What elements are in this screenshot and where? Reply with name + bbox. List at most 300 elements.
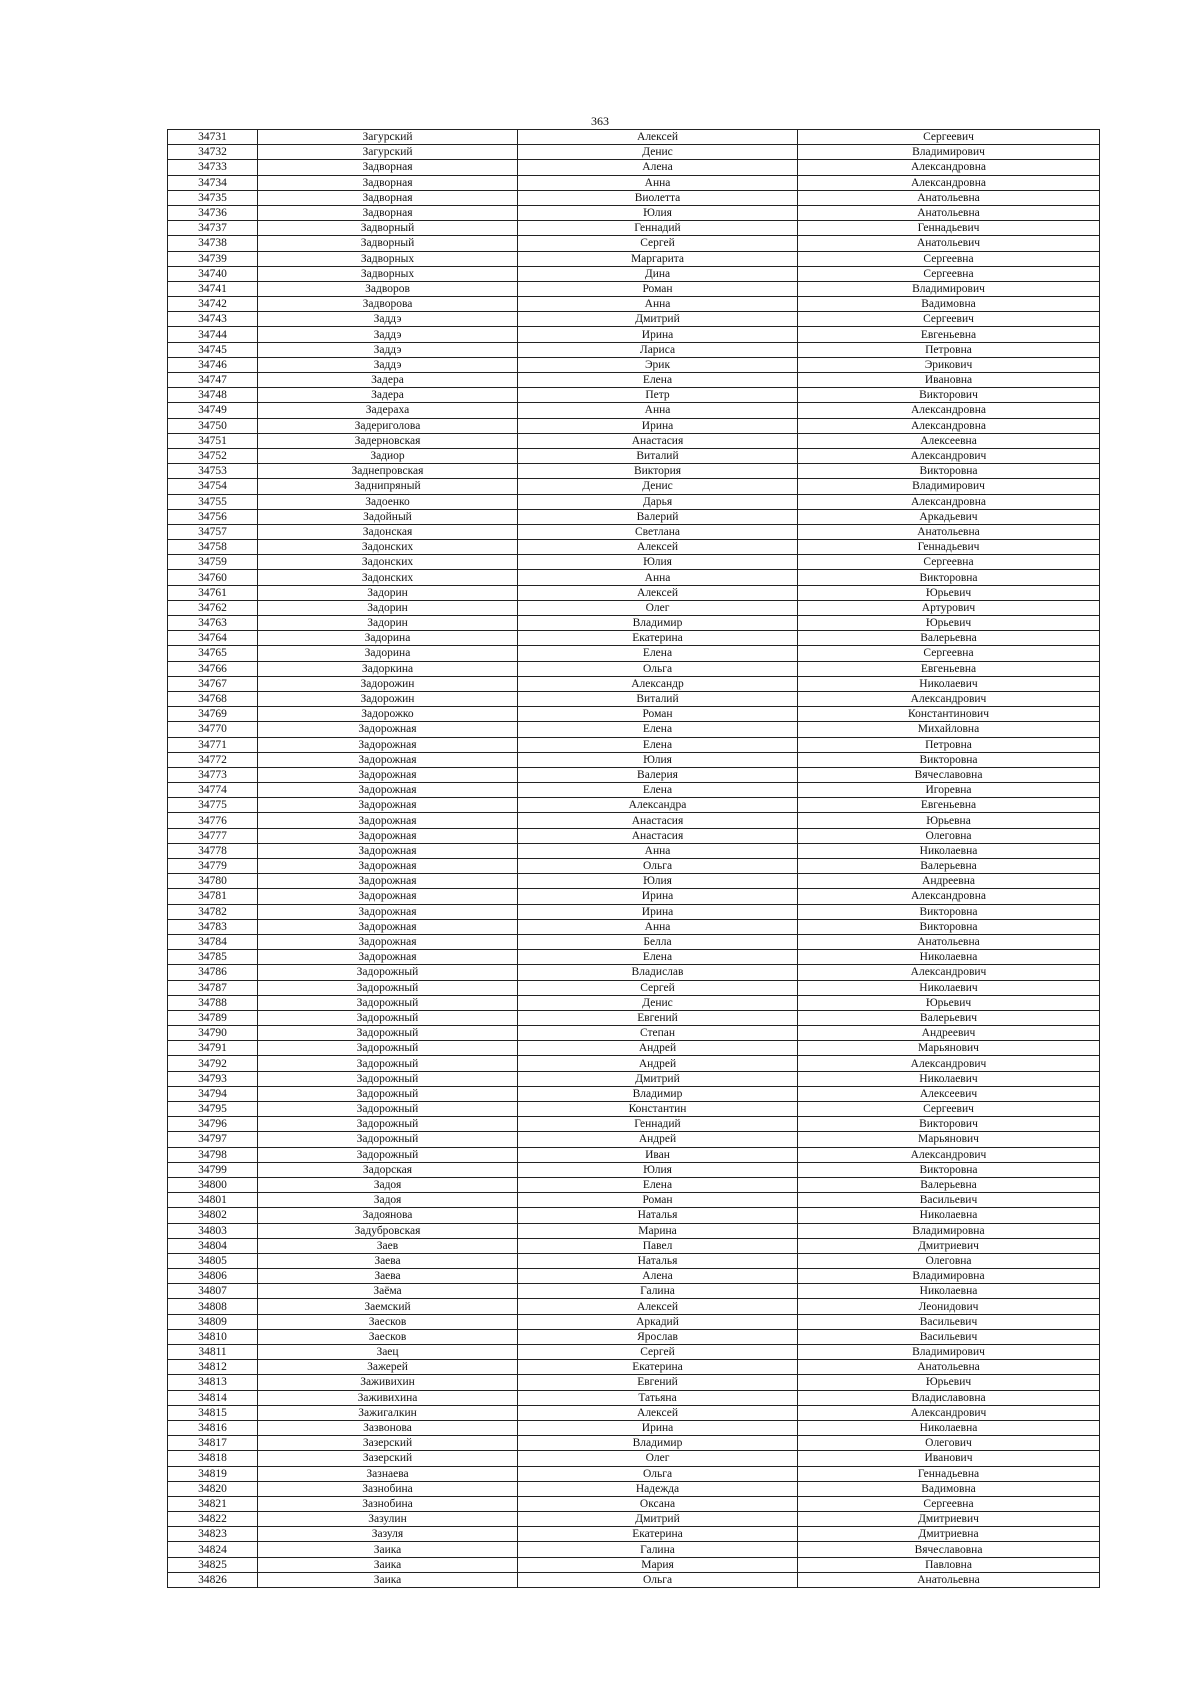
table-row: [168, 1360, 1100, 1375]
table-row: [168, 1451, 1100, 1466]
last-name-cell: Задорожная: [258, 889, 518, 904]
first-name-cell: Роман: [518, 281, 798, 296]
last-name-cell: Задера: [258, 388, 518, 403]
row-number-cell: 34788: [168, 995, 258, 1010]
table-row: [168, 828, 1100, 843]
table-row: [168, 1512, 1100, 1527]
table-row: [168, 1026, 1100, 1041]
table-row: [168, 691, 1100, 706]
patronymic-cell: Анатольевич: [798, 236, 1100, 251]
patronymic-cell: Петровна: [798, 737, 1100, 752]
row-number-cell: 34775: [168, 798, 258, 813]
table-row: [168, 1390, 1100, 1405]
last-name-cell: Задонских: [258, 555, 518, 570]
last-name-cell: Задорожин: [258, 691, 518, 706]
row-number-cell: 34799: [168, 1162, 258, 1177]
table-row: [168, 205, 1100, 220]
last-name-cell: Задорожная: [258, 950, 518, 965]
row-number-cell: 34753: [168, 464, 258, 479]
first-name-cell: Дмитрий: [518, 1512, 798, 1527]
table-row: [168, 160, 1100, 175]
first-name-cell: Дмитрий: [518, 1071, 798, 1086]
row-number-cell: 34754: [168, 479, 258, 494]
last-name-cell: Задворных: [258, 251, 518, 266]
row-number-cell: 34771: [168, 737, 258, 752]
row-number-cell: 34781: [168, 889, 258, 904]
table-row: [168, 479, 1100, 494]
row-number-cell: 34806: [168, 1269, 258, 1284]
row-number-cell: 34759: [168, 555, 258, 570]
first-name-cell: Анна: [518, 175, 798, 190]
last-name-cell: Заика: [258, 1557, 518, 1572]
row-number-cell: 34803: [168, 1223, 258, 1238]
first-name-cell: Алексей: [518, 585, 798, 600]
patronymic-cell: Николаевна: [798, 1208, 1100, 1223]
last-name-cell: Задорожный: [258, 1041, 518, 1056]
last-name-cell: Заднипряный: [258, 479, 518, 494]
row-number-cell: 34732: [168, 145, 258, 160]
first-name-cell: Наталья: [518, 1253, 798, 1268]
table-row: [168, 1466, 1100, 1481]
table-row: [168, 433, 1100, 448]
table-row: [168, 752, 1100, 767]
first-name-cell: Виталий: [518, 691, 798, 706]
row-number-cell: 34745: [168, 342, 258, 357]
table-row: [168, 1496, 1100, 1511]
first-name-cell: Виктория: [518, 464, 798, 479]
last-name-cell: Заживихина: [258, 1390, 518, 1405]
first-name-cell: Алена: [518, 1269, 798, 1284]
last-name-cell: Зазерский: [258, 1451, 518, 1466]
last-name-cell: Задворная: [258, 205, 518, 220]
table-row: [168, 843, 1100, 858]
last-name-cell: Заддэ: [258, 357, 518, 372]
last-name-cell: Задорожная: [258, 904, 518, 919]
first-name-cell: Денис: [518, 145, 798, 160]
first-name-cell: Анна: [518, 843, 798, 858]
last-name-cell: Задорожный: [258, 1086, 518, 1101]
last-name-cell: Задорина: [258, 646, 518, 661]
patronymic-cell: Алексеевна: [798, 433, 1100, 448]
row-number-cell: 34817: [168, 1436, 258, 1451]
patronymic-cell: Вадимовна: [798, 1481, 1100, 1496]
patronymic-cell: Александрович: [798, 1056, 1100, 1071]
first-name-cell: Ирина: [518, 904, 798, 919]
patronymic-cell: Евгеньевна: [798, 661, 1100, 676]
row-number-cell: 34822: [168, 1512, 258, 1527]
first-name-cell: Дарья: [518, 494, 798, 509]
first-name-cell: Елена: [518, 783, 798, 798]
patronymic-cell: Леонидович: [798, 1299, 1100, 1314]
patronymic-cell: Владимировна: [798, 1223, 1100, 1238]
first-name-cell: Владимир: [518, 616, 798, 631]
last-name-cell: Задерновская: [258, 433, 518, 448]
row-number-cell: 34818: [168, 1451, 258, 1466]
row-number-cell: 34746: [168, 357, 258, 372]
last-name-cell: Заесков: [258, 1314, 518, 1329]
row-number-cell: 34744: [168, 327, 258, 342]
table-row: [168, 1572, 1100, 1587]
patronymic-cell: Александровна: [798, 403, 1100, 418]
table-row: [168, 631, 1100, 646]
table-row: [168, 1557, 1100, 1572]
last-name-cell: Задиор: [258, 448, 518, 463]
table-row: [168, 616, 1100, 631]
patronymic-cell: Юрьевна: [798, 813, 1100, 828]
first-name-cell: Геннадий: [518, 221, 798, 236]
patronymic-cell: Олегович: [798, 1436, 1100, 1451]
table-row: [168, 373, 1100, 388]
table-row: [168, 1102, 1100, 1117]
table-row: [168, 1056, 1100, 1071]
first-name-cell: Петр: [518, 388, 798, 403]
row-number-cell: 34786: [168, 965, 258, 980]
patronymic-cell: Викторовна: [798, 570, 1100, 585]
first-name-cell: Елена: [518, 722, 798, 737]
patronymic-cell: Геннадьевна: [798, 1466, 1100, 1481]
first-name-cell: Сергей: [518, 980, 798, 995]
patronymic-cell: Александрович: [798, 1147, 1100, 1162]
patronymic-cell: Дмитриевич: [798, 1238, 1100, 1253]
last-name-cell: Задорожная: [258, 783, 518, 798]
row-number-cell: 34778: [168, 843, 258, 858]
last-name-cell: Задорожный: [258, 1056, 518, 1071]
patronymic-cell: Вячеславовна: [798, 767, 1100, 782]
first-name-cell: Аркадий: [518, 1314, 798, 1329]
first-name-cell: Алексей: [518, 540, 798, 555]
row-number-cell: 34784: [168, 934, 258, 949]
table-row: [168, 130, 1100, 145]
last-name-cell: Задворная: [258, 190, 518, 205]
row-number-cell: 34819: [168, 1466, 258, 1481]
table-row: [168, 874, 1100, 889]
patronymic-cell: Александрович: [798, 965, 1100, 980]
first-name-cell: Ирина: [518, 327, 798, 342]
row-number-cell: 34814: [168, 1390, 258, 1405]
row-number-cell: 34824: [168, 1542, 258, 1557]
patronymic-cell: Валерьевна: [798, 1177, 1100, 1192]
table-row: [168, 281, 1100, 296]
row-number-cell: 34787: [168, 980, 258, 995]
table-row: [168, 418, 1100, 433]
table-row: [168, 1193, 1100, 1208]
table-row: [168, 1117, 1100, 1132]
first-name-cell: Роман: [518, 1193, 798, 1208]
row-number-cell: 34797: [168, 1132, 258, 1147]
table-row: [168, 1269, 1100, 1284]
first-name-cell: Алексей: [518, 1405, 798, 1420]
table-row: [168, 266, 1100, 281]
patronymic-cell: Сергеевич: [798, 312, 1100, 327]
row-number-cell: 34761: [168, 585, 258, 600]
patronymic-cell: Владимирович: [798, 281, 1100, 296]
last-name-cell: Заддэ: [258, 312, 518, 327]
patronymic-cell: Александровна: [798, 418, 1100, 433]
first-name-cell: Наталья: [518, 1208, 798, 1223]
patronymic-cell: Николаевич: [798, 1071, 1100, 1086]
roster-body: [168, 130, 1100, 1588]
first-name-cell: Павел: [518, 1238, 798, 1253]
row-number-cell: 34785: [168, 950, 258, 965]
row-number-cell: 34823: [168, 1527, 258, 1542]
first-name-cell: Ирина: [518, 1420, 798, 1435]
first-name-cell: Елена: [518, 950, 798, 965]
row-number-cell: 34772: [168, 752, 258, 767]
first-name-cell: Ирина: [518, 889, 798, 904]
row-number-cell: 34800: [168, 1177, 258, 1192]
last-name-cell: Задорожная: [258, 874, 518, 889]
first-name-cell: Оксана: [518, 1496, 798, 1511]
last-name-cell: Задонских: [258, 570, 518, 585]
patronymic-cell: Юрьевич: [798, 995, 1100, 1010]
patronymic-cell: Михайловна: [798, 722, 1100, 737]
table-row: [168, 661, 1100, 676]
row-number-cell: 34789: [168, 1010, 258, 1025]
patronymic-cell: Александровна: [798, 160, 1100, 175]
first-name-cell: Ярослав: [518, 1329, 798, 1344]
last-name-cell: Заднепровская: [258, 464, 518, 479]
last-name-cell: Зажерей: [258, 1360, 518, 1375]
table-row: [168, 1345, 1100, 1360]
last-name-cell: Заесков: [258, 1329, 518, 1344]
patronymic-cell: Дмитриевна: [798, 1527, 1100, 1542]
row-number-cell: 34769: [168, 707, 258, 722]
first-name-cell: Елена: [518, 1177, 798, 1192]
last-name-cell: Задорожко: [258, 707, 518, 722]
first-name-cell: Анастасия: [518, 828, 798, 843]
patronymic-cell: Сергеевна: [798, 646, 1100, 661]
patronymic-cell: Александровна: [798, 175, 1100, 190]
table-row: [168, 1481, 1100, 1496]
first-name-cell: Константин: [518, 1102, 798, 1117]
last-name-cell: Задворный: [258, 236, 518, 251]
last-name-cell: Задворный: [258, 221, 518, 236]
first-name-cell: Александр: [518, 676, 798, 691]
row-number-cell: 34796: [168, 1117, 258, 1132]
first-name-cell: Валерия: [518, 767, 798, 782]
table-row: [168, 145, 1100, 160]
patronymic-cell: Николаевна: [798, 1284, 1100, 1299]
last-name-cell: Заемский: [258, 1299, 518, 1314]
first-name-cell: Маргарита: [518, 251, 798, 266]
row-number-cell: 34783: [168, 919, 258, 934]
patronymic-cell: Сергеевна: [798, 266, 1100, 281]
row-number-cell: 34816: [168, 1420, 258, 1435]
patronymic-cell: Юрьевич: [798, 585, 1100, 600]
patronymic-cell: Васильевич: [798, 1314, 1100, 1329]
patronymic-cell: Иванович: [798, 1451, 1100, 1466]
table-row: [168, 509, 1100, 524]
row-number-cell: 34808: [168, 1299, 258, 1314]
last-name-cell: Задворов: [258, 281, 518, 296]
table-row: [168, 1420, 1100, 1435]
last-name-cell: Задераха: [258, 403, 518, 418]
last-name-cell: Задорожный: [258, 1132, 518, 1147]
last-name-cell: Задонских: [258, 540, 518, 555]
first-name-cell: Анна: [518, 403, 798, 418]
first-name-cell: Анна: [518, 297, 798, 312]
patronymic-cell: Евгеньевна: [798, 327, 1100, 342]
patronymic-cell: Эрикович: [798, 357, 1100, 372]
table-row: [168, 1314, 1100, 1329]
first-name-cell: Мария: [518, 1557, 798, 1572]
patronymic-cell: Андреевна: [798, 874, 1100, 889]
table-row: [168, 737, 1100, 752]
table-row: [168, 1375, 1100, 1390]
row-number-cell: 34780: [168, 874, 258, 889]
table-row: [168, 357, 1100, 372]
table-row: [168, 1086, 1100, 1101]
row-number-cell: 34755: [168, 494, 258, 509]
last-name-cell: Зазнобина: [258, 1481, 518, 1496]
row-number-cell: 34815: [168, 1405, 258, 1420]
patronymic-cell: Вадимовна: [798, 297, 1100, 312]
patronymic-cell: Геннадьевич: [798, 540, 1100, 555]
first-name-cell: Алексей: [518, 1299, 798, 1314]
patronymic-cell: Николаевич: [798, 676, 1100, 691]
patronymic-cell: Викторовна: [798, 752, 1100, 767]
row-number-cell: 34809: [168, 1314, 258, 1329]
row-number-cell: 34762: [168, 600, 258, 615]
patronymic-cell: Николаевна: [798, 843, 1100, 858]
patronymic-cell: Константинович: [798, 707, 1100, 722]
last-name-cell: Зазвонова: [258, 1420, 518, 1435]
last-name-cell: Задорожин: [258, 676, 518, 691]
row-number-cell: 34812: [168, 1360, 258, 1375]
first-name-cell: Ирина: [518, 418, 798, 433]
patronymic-cell: Ивановна: [798, 373, 1100, 388]
table-row: [168, 464, 1100, 479]
patronymic-cell: Александрович: [798, 691, 1100, 706]
patronymic-cell: Юрьевич: [798, 616, 1100, 631]
patronymic-cell: Анатольевна: [798, 524, 1100, 539]
patronymic-cell: Артурович: [798, 600, 1100, 615]
table-row: [168, 1436, 1100, 1451]
first-name-cell: Дина: [518, 266, 798, 281]
first-name-cell: Эрик: [518, 357, 798, 372]
last-name-cell: Задоя: [258, 1177, 518, 1192]
last-name-cell: Задворная: [258, 175, 518, 190]
first-name-cell: Андрей: [518, 1056, 798, 1071]
last-name-cell: Задорожная: [258, 752, 518, 767]
table-row: [168, 889, 1100, 904]
last-name-cell: Задоенко: [258, 494, 518, 509]
row-number-cell: 34770: [168, 722, 258, 737]
last-name-cell: Зазнобина: [258, 1496, 518, 1511]
last-name-cell: Заева: [258, 1269, 518, 1284]
first-name-cell: Виолетта: [518, 190, 798, 205]
first-name-cell: Ольга: [518, 1466, 798, 1481]
patronymic-cell: Владиславовна: [798, 1390, 1100, 1405]
last-name-cell: Задериголова: [258, 418, 518, 433]
first-name-cell: Алена: [518, 160, 798, 175]
row-number-cell: 34733: [168, 160, 258, 175]
first-name-cell: Денис: [518, 479, 798, 494]
last-name-cell: Задера: [258, 373, 518, 388]
last-name-cell: Зазуля: [258, 1527, 518, 1542]
first-name-cell: Владимир: [518, 1436, 798, 1451]
last-name-cell: Задоянова: [258, 1208, 518, 1223]
first-name-cell: Марина: [518, 1223, 798, 1238]
table-row: [168, 221, 1100, 236]
table-row: [168, 676, 1100, 691]
last-name-cell: Задорожная: [258, 737, 518, 752]
table-row: [168, 1071, 1100, 1086]
row-number-cell: 34791: [168, 1041, 258, 1056]
row-number-cell: 34743: [168, 312, 258, 327]
row-number-cell: 34741: [168, 281, 258, 296]
first-name-cell: Алексей: [518, 130, 798, 145]
patronymic-cell: Александровна: [798, 889, 1100, 904]
table-row: [168, 934, 1100, 949]
first-name-cell: Виталий: [518, 448, 798, 463]
patronymic-cell: Викторович: [798, 388, 1100, 403]
row-number-cell: 34738: [168, 236, 258, 251]
first-name-cell: Геннадий: [518, 1117, 798, 1132]
table-row: [168, 1041, 1100, 1056]
last-name-cell: Задорожная: [258, 919, 518, 934]
first-name-cell: Лариса: [518, 342, 798, 357]
last-name-cell: Загурский: [258, 145, 518, 160]
last-name-cell: Задворных: [258, 266, 518, 281]
last-name-cell: Задорожный: [258, 1147, 518, 1162]
row-number-cell: 34807: [168, 1284, 258, 1299]
patronymic-cell: Викторовна: [798, 1162, 1100, 1177]
first-name-cell: Надежда: [518, 1481, 798, 1496]
last-name-cell: Задонская: [258, 524, 518, 539]
table-row: [168, 1542, 1100, 1557]
table-row: [168, 995, 1100, 1010]
patronymic-cell: Викторовна: [798, 904, 1100, 919]
table-row: [168, 1253, 1100, 1268]
first-name-cell: Олег: [518, 1451, 798, 1466]
patronymic-cell: Николаевна: [798, 950, 1100, 965]
patronymic-cell: Дмитриевич: [798, 1512, 1100, 1527]
roster-table: [167, 129, 1100, 1588]
row-number-cell: 34777: [168, 828, 258, 843]
last-name-cell: Задорожная: [258, 813, 518, 828]
first-name-cell: Екатерина: [518, 1360, 798, 1375]
first-name-cell: Ольга: [518, 661, 798, 676]
table-row: [168, 1329, 1100, 1344]
last-name-cell: Заёма: [258, 1284, 518, 1299]
last-name-cell: Заика: [258, 1572, 518, 1587]
first-name-cell: Юлия: [518, 752, 798, 767]
table-row: [168, 190, 1100, 205]
last-name-cell: Задорожный: [258, 1010, 518, 1025]
row-number-cell: 34813: [168, 1375, 258, 1390]
patronymic-cell: Васильевич: [798, 1329, 1100, 1344]
first-name-cell: Галина: [518, 1284, 798, 1299]
first-name-cell: Олег: [518, 600, 798, 615]
patronymic-cell: Анатольевна: [798, 1360, 1100, 1375]
last-name-cell: Задорожная: [258, 934, 518, 949]
row-number-cell: 34736: [168, 205, 258, 220]
row-number-cell: 34793: [168, 1071, 258, 1086]
first-name-cell: Татьяна: [518, 1390, 798, 1405]
table-row: [168, 1527, 1100, 1542]
last-name-cell: Задорин: [258, 600, 518, 615]
patronymic-cell: Александровна: [798, 494, 1100, 509]
patronymic-cell: Сергеевна: [798, 1496, 1100, 1511]
last-name-cell: Задорожный: [258, 1117, 518, 1132]
row-number-cell: 34805: [168, 1253, 258, 1268]
last-name-cell: Заддэ: [258, 327, 518, 342]
patronymic-cell: Олеговна: [798, 1253, 1100, 1268]
table-row: [168, 783, 1100, 798]
table-row: [168, 798, 1100, 813]
first-name-cell: Юлия: [518, 874, 798, 889]
